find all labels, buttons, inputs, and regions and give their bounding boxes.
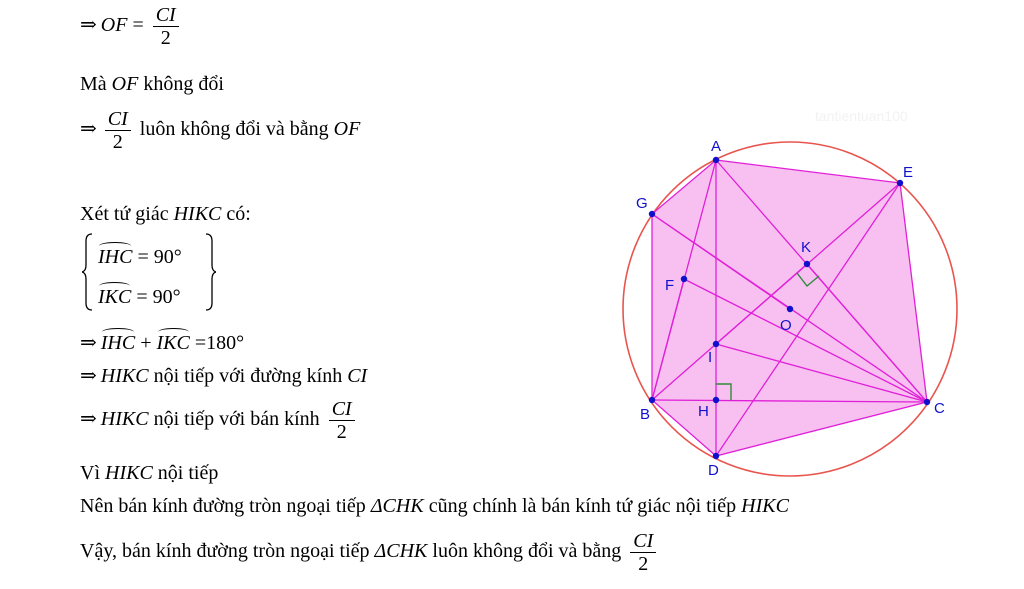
implies-arrow: ⇒ (80, 408, 97, 431)
line-inscribed-radius (80, 398, 359, 443)
line-consider-quad (80, 202, 251, 226)
frac-den: 2 (160, 27, 171, 49)
label-f: F (665, 277, 675, 294)
fraction-ci-2 (153, 4, 179, 49)
angle-ikc: IKC (98, 286, 132, 308)
var-hikc: HIKC (100, 408, 149, 431)
right-brace (204, 233, 216, 311)
frac-den: 2 (638, 553, 649, 575)
fraction-ci-2 (630, 530, 656, 575)
label-h: H (698, 403, 709, 420)
equals-sign: = (132, 14, 144, 37)
label-b: B (640, 406, 651, 423)
label-c: C (934, 400, 945, 417)
var-chk: ΔCHK (370, 495, 424, 517)
line-since (80, 461, 218, 485)
geometry-figure (610, 100, 980, 485)
fraction-ci-2 (105, 108, 131, 153)
fraction-ci-2 (329, 398, 355, 443)
equals-90: = 90° (137, 246, 182, 268)
label-a: A (711, 138, 722, 155)
text: Vậy, bán kính đường tròn ngoại tiếp (80, 540, 370, 563)
angle-ikc: IKC (156, 332, 190, 354)
implies-arrow: ⇒ (80, 365, 97, 387)
text: không đổi (143, 73, 224, 95)
line-angle-sum (80, 331, 244, 355)
var-of: OF (100, 14, 128, 37)
left-brace (82, 233, 94, 311)
frac-num: CI (105, 108, 131, 131)
line-therefore-radius (80, 494, 789, 518)
text: Mà (80, 73, 107, 95)
text: Vì (80, 462, 100, 484)
var-of: OF (111, 73, 139, 95)
implies-arrow: ⇒ (80, 14, 97, 37)
equals-90: = 90° (136, 286, 181, 308)
label-k: K (801, 239, 812, 256)
angle-ihc: IHC (100, 332, 136, 354)
line-of-constant (80, 72, 224, 96)
text: Nên bán kính đường tròn ngoại tiếp (80, 495, 366, 517)
label-e: E (903, 164, 914, 181)
var-hikc: HIKC (173, 203, 222, 225)
text: cũng chính là bán kính tứ giác nội tiếp (428, 495, 737, 517)
angle-ihc: IHC (98, 246, 133, 268)
text: có: (226, 203, 251, 225)
frac-num: CI (630, 530, 656, 553)
text: nội tiếp với đường kính (153, 365, 343, 387)
var-chk: ΔCHK (374, 540, 428, 563)
var-hikc: HIKC (741, 495, 789, 517)
label-d: D (708, 462, 719, 479)
label-g: G (636, 195, 648, 212)
text: Xét tứ giác (80, 203, 169, 225)
line-of-equals (80, 4, 183, 49)
line-angle-ihc (98, 245, 182, 269)
frac-num: CI (329, 398, 355, 421)
plus-sign: + (140, 332, 152, 354)
frac-den: 2 (336, 421, 347, 443)
text: luôn không đổi và bằng (139, 118, 329, 141)
var-ci: CI (347, 365, 368, 387)
implies-arrow: ⇒ (80, 118, 97, 141)
label-o: O (780, 317, 792, 334)
watermark: tantientuan100 (815, 108, 908, 124)
line-ci-constant (80, 108, 360, 153)
frac-den: 2 (112, 131, 123, 153)
line-conclusion (80, 530, 660, 575)
var-hikc: HIKC (100, 365, 149, 387)
text: nội tiếp với bán kính (153, 408, 320, 431)
var-hikc: HIKC (105, 462, 153, 484)
text: nội tiếp (157, 462, 219, 484)
frac-num: CI (153, 4, 179, 27)
equals-180: =180° (194, 332, 245, 354)
line-angle-ikc (98, 285, 181, 309)
label-i: I (708, 349, 713, 366)
var-of: OF (333, 118, 361, 141)
line-inscribed-diameter (80, 364, 367, 388)
implies-arrow: ⇒ (80, 332, 97, 354)
text: luôn không đổi và bằng (432, 540, 622, 563)
